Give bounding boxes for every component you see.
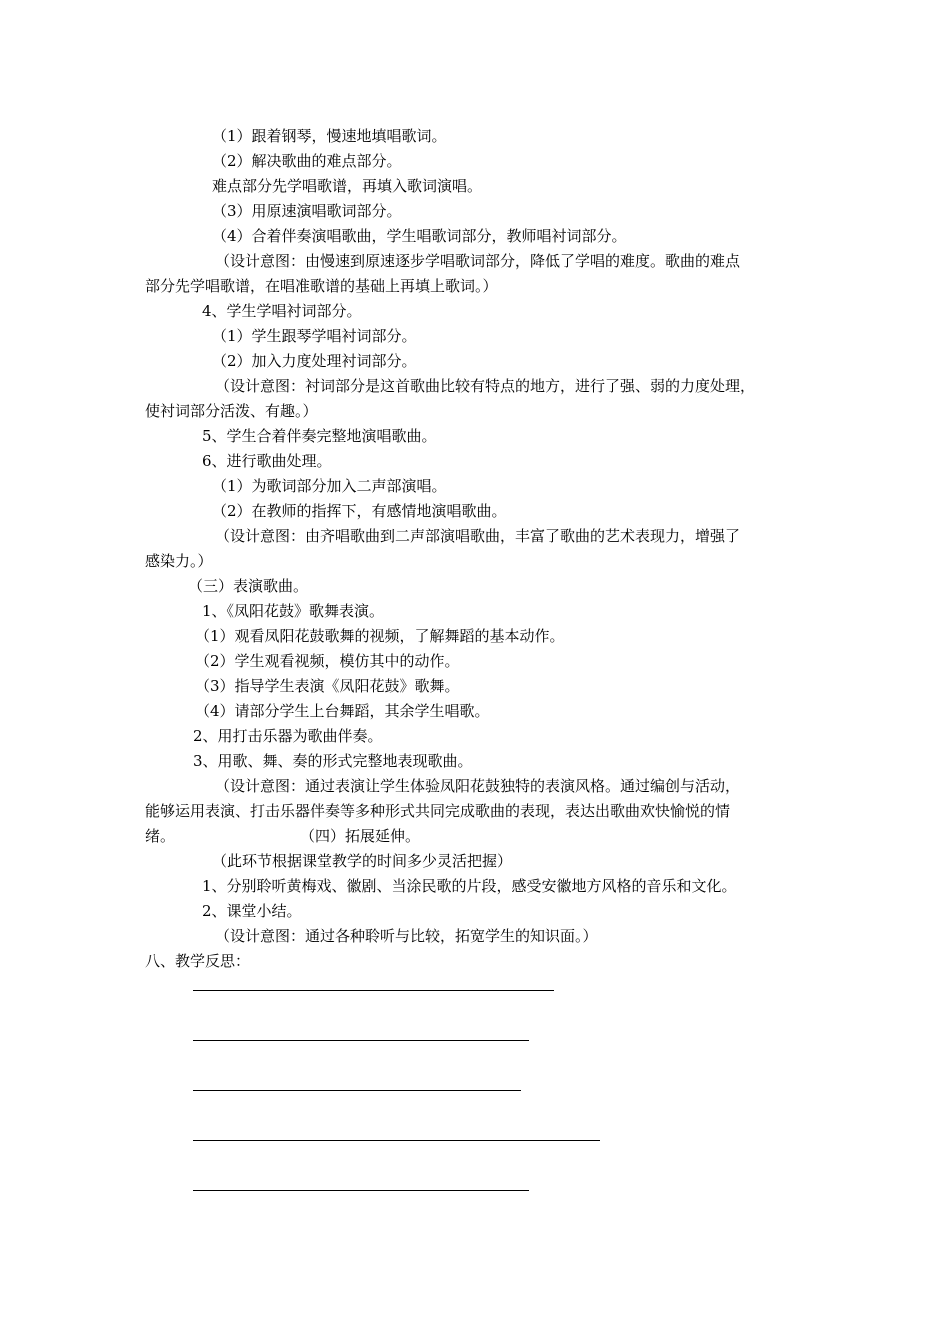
writing-rule: [193, 1190, 529, 1191]
text-line: 绪。: [145, 827, 176, 845]
text-line: （2）在教师的指挥下，有感情地演唱歌曲。: [212, 502, 507, 520]
text-line: （4）请部分学生上台舞蹈，其余学生唱歌。: [195, 702, 490, 720]
text-line: （2）加入力度处理衬词部分。: [212, 352, 417, 370]
chapter-heading: 八、教学反思：: [145, 952, 251, 970]
section-heading: （四）拓展延伸。: [300, 827, 421, 845]
text-line: 难点部分先学唱歌谱，再填入歌词演唱。: [212, 177, 483, 195]
design-intent-line: （设计意图：由齐唱歌曲到二声部演唱歌曲，丰富了歌曲的艺术表现力，增强了: [215, 527, 741, 545]
writing-rule: [193, 1140, 600, 1141]
step-heading: 2、课堂小结。: [202, 902, 302, 920]
text-line: （此环节根据课堂教学的时间多少灵活把握）: [212, 852, 513, 870]
step-heading: 2、用打击乐器为歌曲伴奏。: [193, 727, 383, 745]
step-heading: 3、用歌、舞、奏的形式完整地表现歌曲。: [193, 752, 473, 770]
text-line: （2）学生观看视频，模仿其中的动作。: [195, 652, 460, 670]
text-line: 能够运用表演、打击乐器伴奏等多种形式共同完成歌曲的表现，表达出歌曲欢快愉悦的情: [145, 802, 731, 820]
design-intent-line: （设计意图：通过表演让学生体验凤阳花鼓独特的表演风格。通过编创与活动，: [215, 777, 741, 795]
writing-rule: [193, 1090, 521, 1091]
writing-rule: [193, 990, 554, 991]
text-line: 感染力。）: [145, 552, 213, 570]
design-intent-line: （设计意图：通过各种聆听与比较，拓宽学生的知识面。）: [215, 927, 598, 945]
step-heading: 5、学生合着伴奏完整地演唱歌曲。: [202, 427, 437, 445]
text-line: 部分先学唱歌谱，在唱准歌谱的基础上再填上歌词。）: [145, 277, 498, 295]
step-heading: 6、进行歌曲处理。: [202, 452, 332, 470]
text-line: 使衬词部分活泼、有趣。）: [145, 402, 318, 420]
text-line: （1）观看凤阳花鼓歌舞的视频，了解舞蹈的基本动作。: [195, 627, 565, 645]
design-intent-line: （设计意图：由慢速到原速逐步学唱歌词部分，降低了学唱的难度。歌曲的难点: [215, 252, 741, 270]
step-heading: 1、《凤阳花鼓》歌舞表演。: [202, 602, 385, 620]
text-line: （1）学生跟琴学唱衬词部分。: [212, 327, 417, 345]
text-line: （3）用原速演唱歌词部分。: [212, 202, 402, 220]
writing-rule: [193, 1040, 529, 1041]
step-heading: 4、学生学唱衬词部分。: [202, 302, 362, 320]
design-intent-line: （设计意图：衬词部分是这首歌曲比较有特点的地方，进行了强、弱的力度处理，: [215, 377, 756, 395]
step-heading: 1、分别聆听黄梅戏、徽剧、当涂民歌的片段，感受安徽地方风格的音乐和文化。: [202, 877, 737, 895]
text-line: （4）合着伴奏演唱歌曲，学生唱歌词部分，教师唱衬词部分。: [212, 227, 627, 245]
section-heading: （三）表演歌曲。: [188, 577, 309, 595]
text-line: （1）为歌词部分加入二声部演唱。: [212, 477, 447, 495]
text-line: （3）指导学生表演《凤阳花鼓》歌舞。: [195, 677, 460, 695]
text-line: （2）解决歌曲的难点部分。: [212, 152, 402, 170]
text-line: （1）跟着钢琴，慢速地填唱歌词。: [212, 127, 447, 145]
